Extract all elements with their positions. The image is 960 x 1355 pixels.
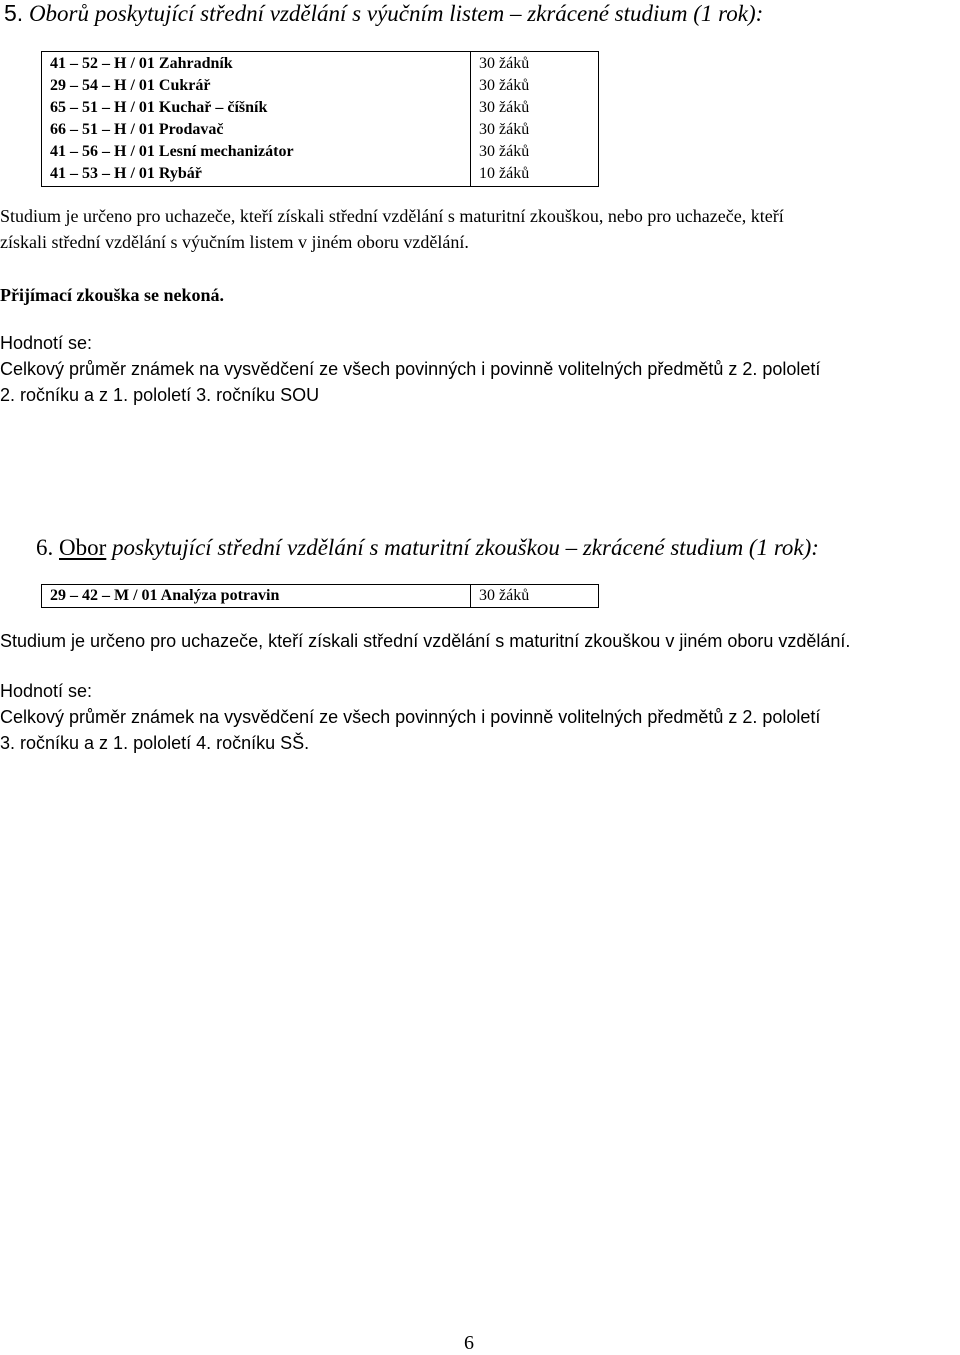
field-code: 41 – 53 – H / 01	[50, 165, 155, 182]
table-row	[42, 585, 599, 608]
field-name: Rybář	[158, 165, 202, 182]
section-6-title-word: Obor	[59, 535, 107, 560]
table-row	[42, 119, 599, 141]
eval-line: Celkový průměr známek na vysvědčení ze všech povinných i povinně volitelných předmětů z 2. pololetí	[0, 359, 821, 379]
page-number: 6	[464, 1332, 474, 1354]
table-row	[42, 163, 599, 187]
field-capacity: 10 žáků	[471, 163, 599, 187]
eval-line: 3. ročníku a z 1. pololetí 4. ročníku SŠ.	[0, 733, 310, 753]
section-5-eval-text	[0, 356, 960, 408]
section-5-eval-label: Hodnotí se:	[0, 333, 93, 353]
eval-line: Celkový průměr známek na vysvědčení ze všech povinných i povinně volitelných předmětů z 2. pololetí	[0, 707, 821, 727]
section-5-fields-table	[41, 51, 599, 187]
section-5-study-text	[0, 203, 960, 255]
field-name: Cukrář	[158, 77, 211, 94]
table-row	[42, 97, 599, 119]
section-5-exam-note: Přijímací zkouška se nekoná.	[0, 285, 225, 305]
eval-line: 2. ročníku a z 1. pololetí 3. ročníku SOU	[0, 385, 320, 405]
field-code: 65 – 51 – H / 01	[50, 99, 155, 116]
field-name: Zahradník	[158, 55, 233, 72]
table-row	[42, 75, 599, 97]
section-6-heading	[36, 535, 819, 561]
section-5-heading	[4, 0, 763, 27]
table-row	[42, 52, 599, 76]
section-5-number: 5.	[4, 0, 24, 26]
field-capacity: 30 žáků	[471, 585, 599, 608]
field-code: 41 – 52 – H / 01	[50, 55, 155, 72]
section-6-fields-table	[41, 584, 599, 608]
section-6-study-text: Studium je určeno pro uchazeče, kteří získali střední vzdělání s maturitní zkouškou v jiném oboru vzdělání.	[0, 631, 851, 651]
section-6-title: poskytující střední vzdělání s maturitní zkouškou – zkrácené studium (1 rok):	[112, 535, 819, 560]
study-line: Studium je určeno pro uchazeče, kteří získali střední vzdělání s maturitní zkouškou, nebo pro uchazeče, kteří	[0, 206, 784, 226]
section-6-eval-text	[0, 704, 960, 756]
field-name: Lesní mechanizátor	[158, 143, 294, 160]
field-capacity: 30 žáků	[471, 52, 599, 76]
field-capacity: 30 žáků	[471, 75, 599, 97]
field-capacity: 30 žáků	[471, 141, 599, 163]
field-code: 41 – 56 – H / 01	[50, 143, 155, 160]
field-capacity: 30 žáků	[471, 119, 599, 141]
field-name: Prodavač	[158, 121, 224, 138]
table-row	[42, 141, 599, 163]
section-5-title: Oborů poskytující střední vzdělání s výučním listem – zkrácené studium (1 rok):	[28, 1, 764, 26]
field-name: Analýza potravin	[160, 587, 280, 604]
section-6-eval-label: Hodnotí se:	[0, 681, 93, 701]
field-name: Kuchař – číšník	[158, 99, 268, 116]
section-6-number: 6.	[36, 535, 54, 560]
study-line: získali střední vzdělání s výučním listem v jiném oboru vzdělání.	[0, 232, 469, 252]
field-capacity: 30 žáků	[471, 97, 599, 119]
field-code: 29 – 54 – H / 01	[50, 77, 155, 94]
field-code: 29 – 42 – M / 01	[50, 587, 158, 604]
field-code: 66 – 51 – H / 01	[50, 121, 155, 138]
